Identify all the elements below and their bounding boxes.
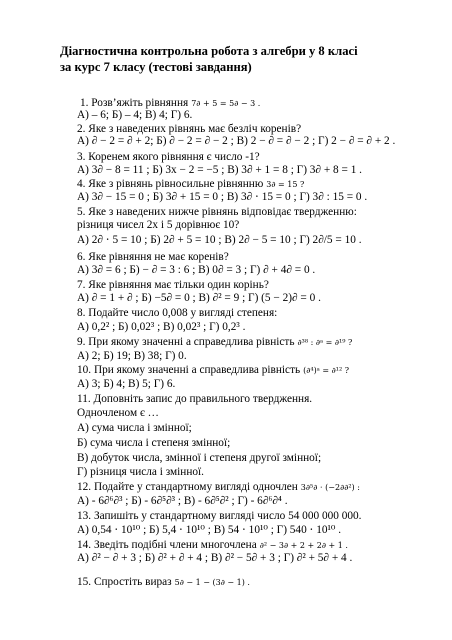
line-text: 2. Яке з наведених рівнянь має безліч коренів?: [77, 123, 302, 135]
question-line: [77, 151, 260, 164]
question-line: [77, 510, 362, 523]
line-text: різниця чисел 2х і 5 дорівнює 10?: [77, 219, 240, 231]
line-text: А) 3; Б) 4; В) 5; Г) 6.: [77, 378, 176, 390]
line-text: 1. Розв’яжіть рівняння: [80, 97, 189, 109]
line-text: 12. Подайте у стандартному вигляді одночлен: [77, 481, 298, 493]
question-line: [77, 336, 352, 349]
line-text: 3. Коренем якого рівняння є число -1?: [77, 151, 260, 163]
question-line: [77, 109, 192, 122]
question-line: [77, 219, 239, 232]
line-text: 10. При якому значенні а справедлива рівність: [77, 364, 301, 376]
question-line: [77, 407, 159, 420]
line-text: А) 0,54 ⋅ 10¹⁰ ; Б) 5,4 ⋅ 10¹⁰ ; В) 54 ⋅ 10¹⁰ ; Г) 540 ⋅ 10¹⁰ .: [77, 524, 342, 536]
question-line: [77, 279, 269, 292]
formula: 3∂⁵∂ ⋅ (−2∂∂²) :: [300, 483, 360, 492]
line-text: В) добуток числа, змінної і степеня другої змінної;: [77, 452, 322, 464]
question-line: [77, 206, 357, 219]
line-text: А) 2∂ ⋅ 5 = 10 ; Б) 2∂ + 5 = 10 ; В) 2∂ − 5 = 10 ; Г) 2∂/5 = 10 .: [77, 234, 362, 246]
question-line: [77, 495, 288, 508]
line-text: 4. Яке з рівнянь рівносильне рівнянню: [77, 178, 264, 190]
question-line: [77, 481, 360, 494]
question-line: [77, 307, 277, 320]
line-text: А) 3∂ = 6 ; Б) − ∂ = 3 : 6 ; В) 0∂ = 3 ; Г) ∂ + 4∂ = 0 .: [77, 264, 316, 276]
line-text: А) 3∂ − 15 = 0 ; Б) 3∂ + 15 = 0 ; В) 3∂ ⋅ 15 = 0 ; Г) 3∂ : 15 = 0 .: [77, 191, 368, 203]
line-text: 6. Яке рівняння не має коренів?: [77, 251, 229, 263]
question-line: [77, 539, 348, 552]
line-text: А) 2; Б) 19; В) 38; Г) 0.: [77, 350, 187, 362]
question-line: [77, 524, 341, 537]
line-text: А) ∂ − 2 = ∂ + 2; Б) ∂ − 2 = ∂ − 2 ; В) 2 − ∂ = ∂ − 2 ; Г) 2 − ∂ = ∂ + 2 .: [77, 135, 396, 147]
line-text: А) ∂² − ∂ + 3 ; Б) ∂² + ∂ + 4 ; В) ∂² − 5∂ + 3 ; Г) ∂² + 5∂ + 4 .: [77, 552, 353, 564]
line-text: 13. Запишіть у стандартному вигляді число 54 000 000 000.: [77, 510, 362, 522]
question-line: [77, 178, 304, 191]
question-line: [77, 552, 352, 565]
question-line: [77, 422, 192, 435]
formula: 3∂ = 15 ?: [266, 180, 305, 189]
line-text: 14. Зведіть подібні члени многочлена: [77, 539, 257, 551]
question-line: [77, 292, 321, 305]
question-line: [77, 164, 362, 177]
line-text: 11. Доповніть запис до правильного твердження.: [77, 393, 313, 405]
line-text: 5. Яке з наведених нижче рівнянь відповідає твердженню:: [77, 206, 357, 218]
line-text: 7. Яке рівняння має тільки один корінь?: [77, 279, 269, 291]
line-text: А) ∂ = 1 + ∂ ; Б) −5∂ = 0 ; В) ∂² = 9 ; Г) (5 − 2)∂ = 0 .: [77, 292, 321, 304]
question-line: [77, 393, 312, 406]
formula: ∂² − 3∂ + 2 + 2∂ + 1 .: [259, 541, 348, 550]
question-line: [77, 576, 250, 589]
line-text: 9. При якому значенні а справедлива рівність: [77, 336, 295, 348]
formula: 5∂ − 1 − (3∂ − 1) .: [174, 578, 250, 587]
formula: 7∂ + 5 = 5∂ − 3 .: [191, 99, 261, 108]
question-line: [77, 350, 187, 363]
question-line: [77, 264, 315, 277]
line-text: А) - 6∂⁶∂³ ; Б) - 6∂⁵∂³ ; В) - 6∂⁵∂² ; Г) - 6∂⁶∂⁴ .: [77, 495, 288, 507]
question-line: [77, 251, 229, 264]
question-line: [77, 437, 230, 450]
line-text: 15. Спростіть вираз: [77, 576, 172, 588]
question-line: [77, 321, 245, 334]
question-line: [77, 364, 349, 377]
line-text: 8. Подайте число 0,008 у вигляді степеня:: [77, 307, 278, 319]
question-line: [77, 234, 362, 247]
title-line-2: за курс 7 класу (тестові завдання): [60, 60, 252, 74]
question-line: [77, 191, 367, 204]
line-text: Одночленом є …: [77, 407, 159, 419]
line-text: А) сума числа і змінної;: [77, 422, 192, 434]
line-text: Г) різниця числа і змінної.: [77, 466, 204, 478]
document-title: [60, 43, 430, 75]
title-line-1: Діагностична контрольна робота з алгебри у 8 класі: [60, 44, 358, 58]
line-text: А) 0,2² ; Б) 0,02³ ; В) 0,02³ ; Г) 0,2³ .: [77, 321, 246, 333]
formula: ∂³⁸ : ∂ᵃ = ∂¹⁹ ?: [297, 338, 353, 347]
line-text: А) 3∂ − 8 = 11 ; Б) 3x − 2 = −5 ; В) 3∂ + 1 = 8 ; Г) 3∂ + 8 = 1 .: [77, 164, 362, 176]
line-text: А) – 6; Б) – 4; В) 4; Г) 6.: [77, 109, 193, 121]
question-line: [77, 466, 204, 479]
question-line: [77, 378, 175, 391]
formula: (∂⁴)ᵃ = ∂¹² ?: [303, 366, 350, 375]
line-text: Б) сума числа і степеня змінної;: [77, 437, 231, 449]
question-line: [77, 135, 395, 148]
question-line: [77, 452, 321, 465]
